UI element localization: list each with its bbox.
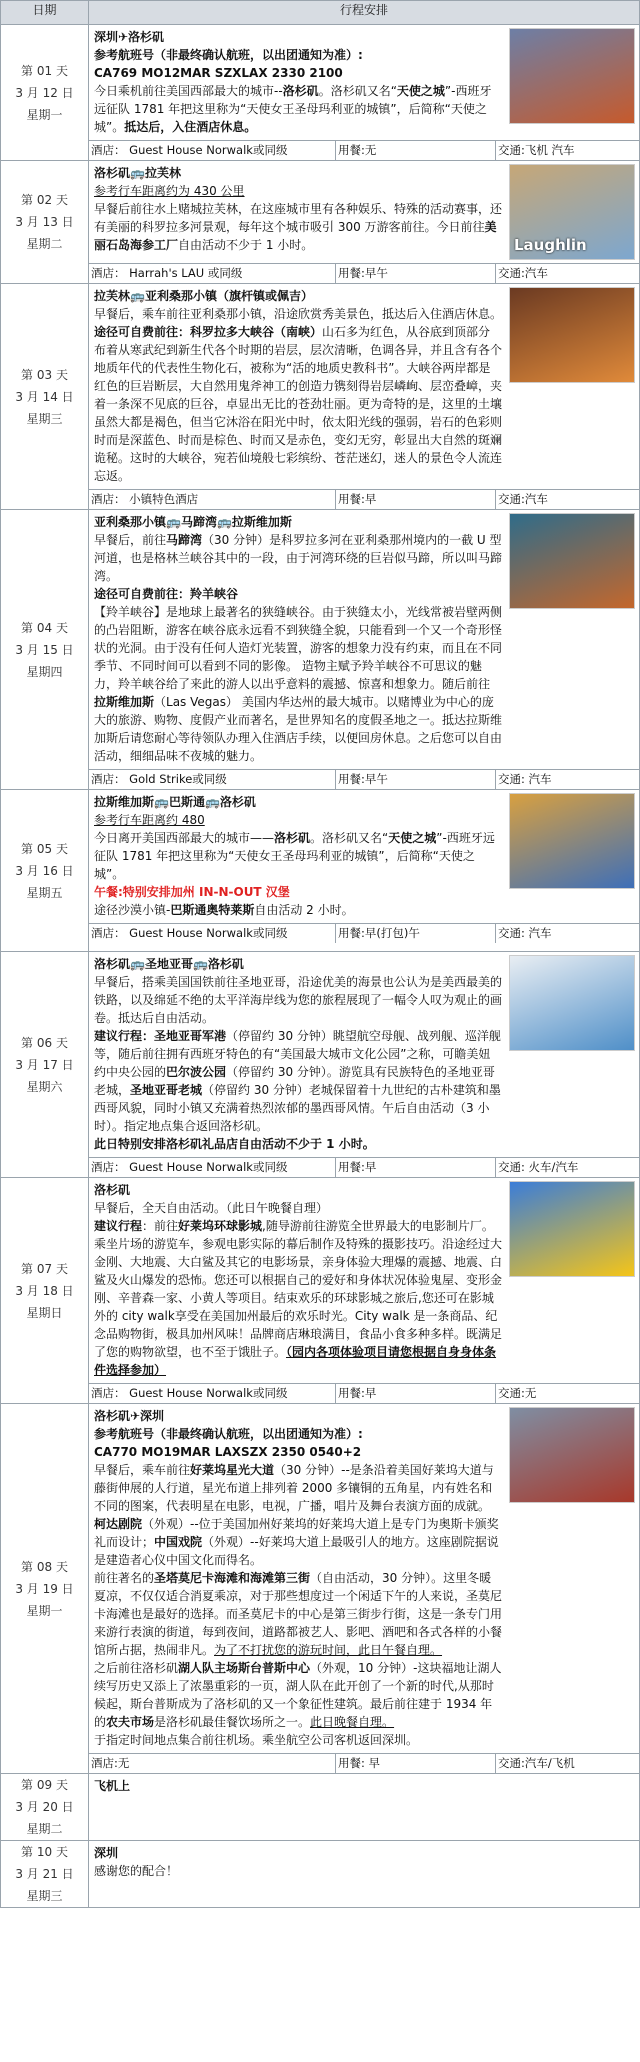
day-body	[89, 952, 639, 1157]
day-body	[89, 1178, 639, 1383]
day-text-segment: （停留约 30 分钟）老城保留着十九世纪的古朴建筑和墨西哥风貌，同时小镇又充满着热烈浓郁的墨西哥风情。午后自由活动（3 小时）。指定地点集合返回洛杉矶。	[94, 1083, 501, 1133]
day-content-cell	[89, 1774, 640, 1841]
day-content-cell	[89, 161, 640, 284]
day-body	[89, 25, 639, 140]
day-line	[94, 883, 502, 901]
day-text-segment: 于指定时间地点集合前往机场。乘坐航空公司客机返回深圳。	[94, 1733, 419, 1747]
day-weekday: 星期二	[26, 237, 63, 251]
day-text-segment: 马蹄湾	[166, 533, 203, 547]
day-line	[94, 1181, 502, 1199]
day-date: 3 月 12 日	[15, 85, 74, 100]
day-text-segment: 。洛杉矶又名“	[318, 84, 397, 98]
hotel-info: 酒店:无	[89, 1754, 336, 1773]
day-date: 3 月 17 日	[15, 1057, 74, 1072]
day-line	[94, 182, 502, 200]
day-line	[94, 1862, 634, 1880]
meal-info: 用餐:早	[336, 490, 496, 509]
day-line	[94, 1199, 502, 1217]
day-photo-frame	[507, 25, 639, 140]
meal-info: 用餐: 早	[336, 1754, 496, 1773]
day-line	[94, 287, 502, 305]
day-content-cell	[89, 952, 640, 1178]
day-photo	[509, 28, 635, 124]
day-row	[1, 161, 640, 284]
day-date-cell	[1, 952, 89, 1178]
day-text-segment: 美丽石岛海参工厂	[94, 220, 497, 252]
day-route-title: 洛杉矶	[94, 1183, 131, 1197]
day-text-segment: 建议行程：圣地亚哥军港	[94, 1029, 227, 1043]
day-weekday: 星期一	[26, 1603, 63, 1618]
hotel-info: 酒店： Guest House Norwalk或同级	[89, 924, 336, 943]
day-photo	[509, 287, 635, 383]
day-line	[94, 829, 502, 883]
day-text-segment: 山石多为红色，从谷底到顶部分布着从寒武纪到新生代各个时期的岩层，层次清晰，色调各异，并且含有各个地质年代的代表性生物化石，被称为“活的地质史教科书”。大峡谷两岸都是红色的巨岩断层，大自然用鬼斧神工的创造力镌刻得岩层嶙峋、层峦叠嶂，夹着一条深不见底的巨谷，卓显出无比的苍劲壮丽。更为奇特的是，这里的土壤虽然大都是褐色，但当它沐浴在阳光中时，依太阳光线的强弱，岩石的色彩则时而是深蓝色、时而是棕色、时而又是赤色，变幻无穷，彰显出大自然的斑斓诡秘。这时的大峡谷，宛若仙境般七彩缤纷、苍茫迷幻，迷人的景色令人流连忘返。	[94, 325, 503, 483]
plan-column-header: 行程安排	[89, 1, 640, 25]
day-text-segment: 途径可自费前往：科罗拉多大峡谷（南峡）	[94, 325, 323, 339]
day-text	[89, 161, 507, 263]
day-body	[89, 1841, 639, 1884]
day-day: 第 04 天	[21, 620, 68, 635]
day-date: 3 月 13 日	[15, 215, 74, 229]
day-text-segment: 洛杉矶	[274, 831, 311, 845]
day-photo	[509, 955, 635, 1051]
day-content-cell	[89, 510, 640, 790]
day-route-title: 拉芙林🚌亚利桑那小镇（旗杆镇或佩吉）	[94, 289, 313, 303]
day-row	[1, 1404, 640, 1774]
day-text-segment: 早餐后，乘车前往亚利桑那小镇，沿途欣赏秀美景色，抵达后入住酒店休息。	[94, 307, 503, 321]
day-text-segment: 感谢您的配合！	[94, 1864, 179, 1878]
day-text	[89, 25, 507, 140]
day-text-segment: （停留约 30 分钟）。游览具有民族特色的圣地亚哥老城，	[94, 1065, 495, 1097]
day-route-title: 深圳	[94, 1846, 119, 1860]
day-line	[94, 603, 502, 765]
day-text	[89, 1178, 507, 1383]
day-body	[89, 1404, 639, 1753]
day-line	[94, 164, 502, 182]
day-date: 3 月 14 日	[15, 389, 74, 404]
day-line	[94, 64, 502, 82]
day-text-segment: 参考行车距离约为 430 公里	[94, 184, 245, 198]
day-photo	[509, 793, 635, 889]
day-route-title: 拉斯维加斯🚌巴斯通🚌洛杉矶	[94, 795, 256, 809]
day-text-segment: （30 分钟）--是条沿着美国好莱坞大道与藤街伸展的人行道，星光布道上排列着 2000 多镶铜的五角星，内有姓名和不同的图案，代表明星在电影，电视，广播，唱片及舞台表演方面的成就。	[94, 1463, 494, 1513]
meal-info: 用餐:早午	[336, 264, 496, 283]
transport-info: 交通:飞机 汽车	[498, 143, 575, 157]
day-weekday: 星期五	[26, 885, 63, 900]
day-text-segment: 途径沙漠小镇-	[94, 903, 171, 917]
day-row	[1, 1178, 640, 1404]
day-line	[94, 513, 502, 531]
day-text-segment: 此日晚餐自理。	[310, 1715, 395, 1729]
meal-info: 用餐:早	[336, 1384, 496, 1403]
day-weekday: 星期三	[26, 1889, 63, 1903]
transport-info: 交通:汽车	[498, 266, 548, 280]
transport-info: 交通: 汽车	[498, 926, 552, 940]
day-line	[94, 305, 502, 323]
day-weekday: 星期二	[26, 1822, 63, 1836]
day-date: 3 月 21 日	[15, 1867, 74, 1881]
day-text-segment: 巴尔波公园	[166, 1065, 227, 1079]
day-text-segment: 自由活动不少于 1 小时。	[178, 238, 314, 252]
day-text-segment: （自由活动，30 分钟）。这里冬暖夏凉，不仅仅适合消夏乘凉，对于那些想度过一个闲适下午的人来说，圣莫尼卡海滩也是最好的选择。而圣莫尼卡的中心是第三街步行街，这是一条专门用来游行表演的街道，每到夜间，道路都被艺人、影吧、酒吧和各式各样的小餐馆所占据，热闹非凡。	[94, 1571, 503, 1657]
day-text-segment: 柯达剧院	[94, 1517, 143, 1531]
day-text	[89, 1841, 639, 1884]
day-text-segment: 是洛杉矶最佳餐饮场所之一。	[154, 1715, 311, 1729]
day-day: 第 08 天	[21, 1559, 68, 1574]
day-row	[1, 1774, 640, 1841]
day-line	[94, 585, 502, 603]
transport-info: 交通:无	[498, 1386, 537, 1400]
day-line	[94, 1777, 634, 1795]
day-footer	[89, 1157, 639, 1177]
day-date: 3 月 19 日	[15, 1581, 74, 1596]
day-text	[89, 1404, 507, 1753]
hotel-info: 酒店： Guest House Norwalk或同级	[89, 1158, 336, 1177]
day-weekday: 星期一	[26, 107, 63, 122]
meal-info: 用餐:无	[336, 141, 496, 160]
transport-info: 交通:汽车/飞机	[498, 1756, 575, 1770]
day-text-segment: CA769 MO12MAR SZXLAX 2330 2100	[94, 66, 343, 80]
day-day: 第 01 天	[21, 63, 68, 78]
day-line	[94, 200, 502, 254]
day-text-segment: 此日特别安排洛杉矶礼品店自由活动不少于 1 小时。	[94, 1137, 375, 1151]
day-text-segment: 好莱坞星光大道	[190, 1463, 275, 1477]
day-line	[94, 1731, 502, 1749]
day-text-segment: 早餐后，全天自由活动。（此日午晚餐自理）	[94, 1201, 329, 1215]
day-date-cell	[1, 25, 89, 161]
day-content-cell	[89, 1404, 640, 1774]
day-photo	[509, 513, 635, 609]
day-text-segment: 抵达后，入住酒店休息。	[124, 120, 257, 134]
meal-info: 用餐:早	[336, 1158, 496, 1177]
day-text-segment: 农夫市场	[106, 1715, 155, 1729]
day-date-cell	[1, 790, 89, 952]
day-line	[94, 82, 502, 136]
day-text-segment: 中国戏院	[154, 1535, 203, 1549]
day-text-segment: 早餐后，乘车前往	[94, 1463, 191, 1477]
day-date: 3 月 18 日	[15, 1283, 74, 1298]
day-date-cell	[1, 1178, 89, 1404]
day-footer	[89, 923, 639, 943]
photo-caption: Laughlin	[514, 235, 587, 254]
hotel-info: 酒店： Gold Strike或同级	[89, 770, 336, 789]
day-day: 第 02 天	[21, 193, 68, 207]
day-footer	[89, 769, 639, 789]
meal-info: 用餐:早午	[336, 770, 496, 789]
day-text-segment: 早餐后前往水上赌城拉芙林，在这座城市里有各种娱乐、特殊的活动赛事，还有美丽的科罗拉多河景观，每年这个城市吸引 300 万游客前往。今日前往	[94, 202, 503, 234]
day-text-segment: 拉斯维加斯	[94, 695, 155, 709]
day-route-title: 洛杉矶🚌圣地亚哥🚌洛杉矶	[94, 957, 244, 971]
day-content-cell	[89, 25, 640, 161]
day-row	[1, 25, 640, 161]
day-route-title: 洛杉矶✈深圳	[94, 1409, 165, 1423]
day-line	[94, 1217, 502, 1379]
day-date: 3 月 20 日	[15, 1800, 74, 1814]
day-footer	[89, 263, 639, 283]
day-text-segment: （外观，10 分钟）-这块福地让湖人续写历史又添上了浓墨重彩的一页，湖人队在此开创了一个新的时代,从那时候起，斯台普斯成为了洛杉矶的又一个象征性建筑。最后前往建于 1934 年的	[94, 1661, 502, 1729]
day-photo-frame	[507, 284, 639, 489]
day-photo-frame	[507, 790, 639, 923]
day-text-segment: ,随导游前往游览全世界最大的电影制片厂。乘坐片场的游览车，参观电影实际的幕后制作及特殊的摄影技巧。沿途经过大金刚、大地震、大白鲨及其它的电影场景，亲身体验大理爆的震撼、地震、白鲨及火山爆发的恐怖。您还可以根据自己的爱好和身体状况体验鬼屋、变形金刚、辛普森一家、小黄人等项目。结束欢乐的环球影城之旅后,您还可在影城外的 city walk享受在美国加州最后的欢乐时光。City walk 是一条商品、纪念品购物街，极具加州风味！品牌商店琳琅满目，食品小食多种多样。既满足了您的购物欲望，也不至于饿肚子。	[94, 1219, 503, 1359]
day-photo	[509, 1407, 635, 1503]
day-footer	[89, 140, 639, 160]
day-day: 第 10 天	[21, 1845, 68, 1859]
day-line	[94, 28, 502, 46]
hotel-info: 酒店： Guest House Norwalk或同级	[89, 1384, 336, 1403]
meal-info: 用餐:早(打包)午	[336, 924, 496, 943]
day-day: 第 09 天	[21, 1778, 68, 1792]
day-footer	[89, 1753, 639, 1773]
day-text	[89, 284, 507, 489]
day-text-segment: 圣塔莫尼卡海滩和海滩第三街	[154, 1571, 311, 1585]
day-text-segment: 建议行程	[94, 1219, 143, 1233]
day-footer	[89, 1383, 639, 1403]
day-line	[94, 973, 502, 1027]
day-text-segment: 前往著名的	[94, 1571, 155, 1585]
day-text-segment: 参考航班号（非最终确认航班，以出团通知为准）:	[94, 48, 363, 62]
day-text-segment: （Las Vegas） 美国内华达州的最大城市。以赌博业为中心的庞大的旅游、购物、度假产业而著名，是世界知名的度假圣地之一。抵达拉斯维加斯后请您耐心等待领队办理入住酒店手续，以便回房休息。之后您可以自由活动，细细品味不夜城的魅力。	[94, 695, 503, 763]
day-text-segment: 早餐后，前往	[94, 533, 167, 547]
day-body	[89, 790, 639, 923]
day-route-title: 深圳✈洛杉矶	[94, 30, 165, 44]
day-text-segment: 今日离开美国西部最大的城市——	[94, 831, 275, 845]
day-row	[1, 1841, 640, 1908]
day-content-cell	[89, 1178, 640, 1404]
day-line	[94, 901, 502, 919]
day-line	[94, 793, 502, 811]
day-photo-frame	[507, 1178, 639, 1383]
day-content-cell	[89, 1841, 640, 1908]
day-body	[89, 284, 639, 489]
day-line	[94, 1407, 502, 1425]
day-text-segment: 今日乘机前往美国西部最大的城市--	[94, 84, 283, 98]
day-date-cell	[1, 284, 89, 510]
transport-info: 交通: 汽车	[498, 772, 552, 786]
day-text-segment: （停留约 30 分钟）眺望航空母舰、战列舰、巡洋舰等，随后前往拥有西班牙特色的有“美国最大城市文化公园”之称，可瞻美妞约中央公园的	[94, 1029, 501, 1079]
day-line	[94, 1461, 502, 1569]
day-line	[94, 46, 502, 64]
day-line	[94, 531, 502, 585]
day-day: 第 07 天	[21, 1261, 68, 1276]
day-text-segment: （外观）--位于美国加州好莱坞的好莱坞大道上是专门为奥斯卡颁奖礼而设计；	[94, 1517, 499, 1549]
day-route-title: 洛杉矶🚌拉芙林	[94, 166, 181, 180]
day-line	[94, 1659, 502, 1731]
day-row	[1, 510, 640, 790]
day-text-segment: 参考航班号（非最终确认航班，以出团通知为准）:	[94, 1427, 363, 1441]
day-weekday: 星期六	[26, 1079, 63, 1094]
day-content-cell	[89, 284, 640, 510]
day-text-segment: 好莱坞环球影城	[178, 1219, 263, 1233]
day-text-segment: 湖人队主场斯台普斯中心	[178, 1661, 311, 1675]
day-text-segment: 之后前往洛杉矶	[94, 1661, 179, 1675]
hotel-info: 酒店： Guest House Norwalk或同级	[89, 141, 336, 160]
day-line	[94, 323, 502, 485]
transport-info: 交通:汽车	[498, 492, 548, 506]
day-content-cell	[89, 790, 640, 952]
day-text-segment: 圣地亚哥老城	[130, 1083, 203, 1097]
day-text-segment: 天使之城	[396, 84, 445, 98]
day-line	[94, 1844, 634, 1862]
day-text-segment: 自由活动 2 小时。	[254, 903, 354, 917]
day-footer	[89, 489, 639, 509]
day-date-cell	[1, 1404, 89, 1774]
day-text	[89, 510, 507, 769]
day-date-cell	[1, 1841, 89, 1908]
day-weekday: 星期日	[26, 1305, 63, 1320]
day-text-segment: （外观）--好莱坞大道上最吸引人的地方。这座剧院据说是建造者心仪中国文化而得名。	[94, 1535, 499, 1567]
day-photo	[509, 164, 635, 260]
day-body	[89, 161, 639, 263]
day-line	[94, 1027, 502, 1135]
day-weekday: 星期三	[26, 411, 63, 426]
day-line	[94, 1569, 502, 1659]
day-text-segment: 。洛杉矶又名“	[310, 831, 389, 845]
day-day: 第 03 天	[21, 367, 68, 382]
day-line	[94, 1135, 502, 1153]
transport-info: 交通: 火车/汽车	[498, 1160, 579, 1174]
day-row	[1, 952, 640, 1178]
itinerary-rows	[1, 25, 640, 1908]
day-text-segment: 天使之城	[388, 831, 437, 845]
day-day: 第 06 天	[21, 1035, 68, 1050]
day-text-segment: 参考行车距离约 480	[94, 813, 205, 827]
day-photo-frame	[507, 161, 639, 263]
day-text	[89, 952, 507, 1157]
day-row	[1, 284, 640, 510]
day-weekday: 星期四	[26, 664, 63, 679]
day-route-title: 亚利桑那小镇🚌马蹄湾🚌拉斯维加斯	[94, 515, 292, 529]
day-photo-frame	[507, 510, 639, 769]
day-text-segment: ”-西班牙远征队 1781 年把这里称为“天使女王圣母玛利亚的城镇”，后简称“天使之城”。	[94, 84, 492, 134]
hotel-info: 酒店： Harrah's LAU 或同级	[89, 264, 336, 283]
day-row	[1, 790, 640, 952]
day-line	[94, 811, 502, 829]
header-row	[1, 1, 640, 25]
day-text	[89, 790, 507, 923]
day-line	[94, 1425, 502, 1443]
day-line	[94, 1443, 502, 1461]
day-text-segment: ：前往	[142, 1219, 179, 1233]
day-body	[89, 510, 639, 769]
day-text-segment: （园内各项体验项目请您根据自身身体条件选择参加）	[94, 1345, 497, 1377]
day-date: 3 月 15 日	[15, 642, 74, 657]
date-column-header: 日期	[1, 1, 89, 25]
day-line	[94, 955, 502, 973]
day-date-cell	[1, 161, 89, 284]
day-date-cell	[1, 510, 89, 790]
day-text-segment: 午餐:特别安排加州 IN-N-OUT 汉堡	[94, 885, 290, 899]
day-text-segment: 巴斯通奥特莱斯	[170, 903, 255, 917]
hotel-info: 酒店： 小镇特色酒店	[89, 490, 336, 509]
day-date: 3 月 16 日	[15, 863, 74, 878]
day-text-segment: ”-西班牙远征队 1781 年把这里称为“天使女王圣母玛利亚的城镇”，后简称“天使之城”。	[94, 831, 495, 881]
day-photo-frame	[507, 952, 639, 1157]
day-text-segment: 早餐后，搭乘美国国铁前往圣地亚哥，沿途优美的海景也公认为是美西最美的铁路，以及绵延不绝的太平洋海岸线为您的旅程展现了一幅令人叹为观止的画卷。抵达后自由活动。	[94, 975, 503, 1025]
day-route-title: 飞机上	[94, 1779, 131, 1793]
day-text-segment: 途径可自费前往：羚羊峡谷	[94, 587, 239, 601]
day-text-segment: 洛杉矶	[282, 84, 319, 98]
day-photo	[509, 1181, 635, 1277]
day-body	[89, 1774, 639, 1799]
day-day: 第 05 天	[21, 841, 68, 856]
day-text	[89, 1774, 639, 1799]
day-text-segment: 为了不打扰您的游玩时间，此日午餐自理。	[214, 1643, 443, 1657]
day-text-segment: （30 分钟）是科罗拉多河在亚利桑那州境内的一截 U 型河道，也是格林兰峡谷其中的一段，由于河湾环绕的巨岩似马蹄，所以叫马蹄湾。	[94, 533, 503, 583]
day-text-segment: 【羚羊峡谷】是地球上最著名的狭缝峡谷。由于狭缝太小，光线常被岩壁两侧的凸岩阻断，游客在峡谷底永远看不到狭缝全貌，只能看到一个又一个奇形怪状的光洞。由于没有任何人造灯光装置，游客的想象力没有约束，而且在不同季节、不同时间可以看到不同的影像。 造物主赋予羚羊峡谷不可思议的魅力，羚羊峡谷给了来此的游人以出乎意料的震撼、惊喜和想象力。随后前往	[94, 605, 503, 691]
day-photo-frame	[507, 1404, 639, 1753]
day-text-segment: CA770 MO19MAR LAXSZX 2350 0540+2	[94, 1445, 362, 1459]
day-date-cell	[1, 1774, 89, 1841]
